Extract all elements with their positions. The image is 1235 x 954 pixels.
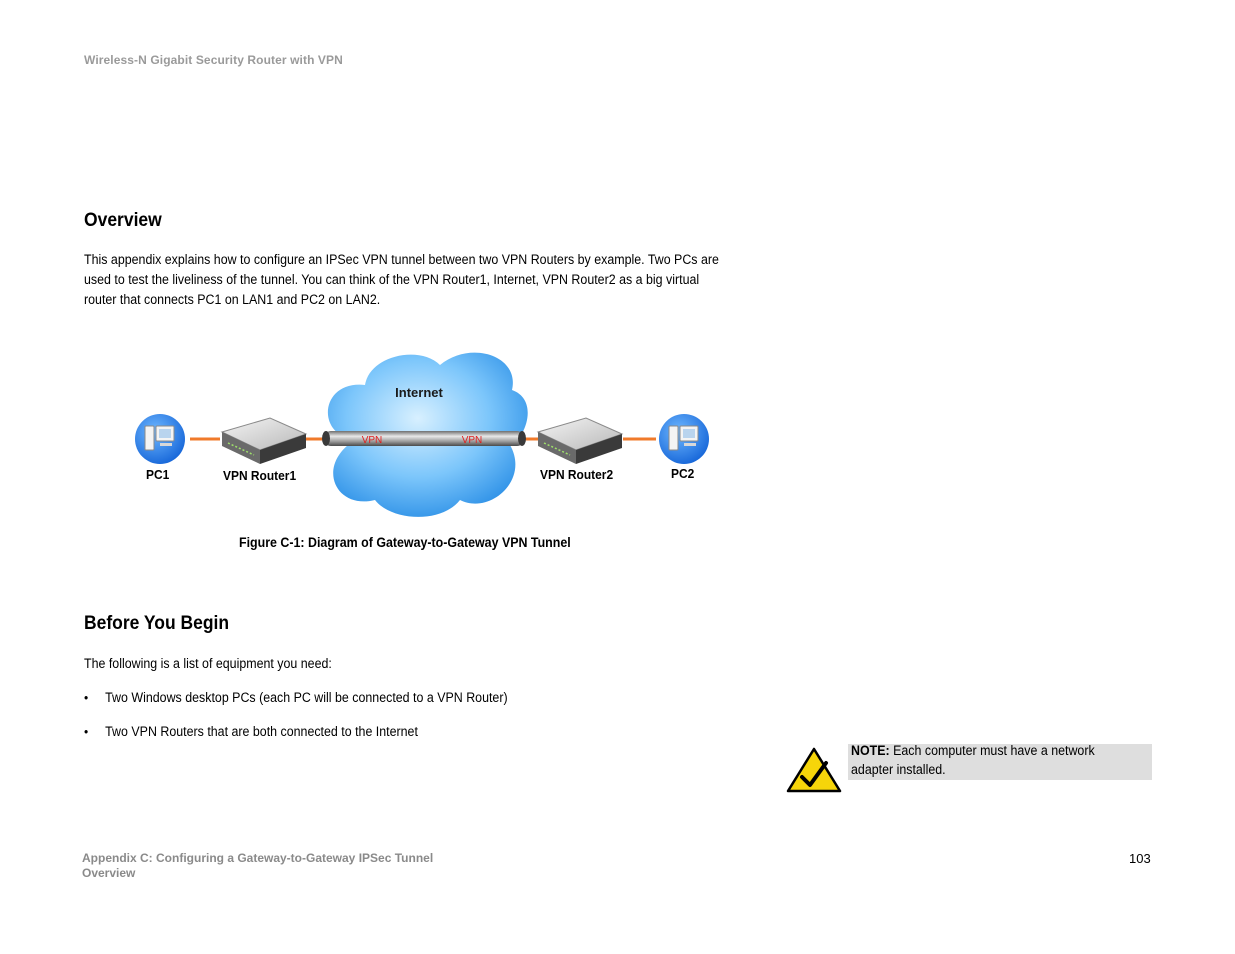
overview-paragraph	[84, 250, 728, 310]
page-number: 103	[1129, 851, 1151, 866]
overview-heading: Overview	[84, 210, 162, 231]
bullet-icon: •	[84, 724, 89, 739]
overview-line-2: used to test the liveliness of the tunnel. You can think of the VPN Router1, Internet, VPN Router2 as a big virtual	[84, 272, 700, 287]
vpn-router1-icon	[222, 418, 306, 464]
note-label: NOTE:	[851, 743, 890, 758]
list-item	[84, 722, 728, 742]
bullet-icon: •	[84, 690, 89, 705]
tunnel-label-right: VPN	[461, 435, 483, 446]
pc1-label: PC1	[146, 467, 170, 482]
footer-section: Overview	[82, 866, 136, 880]
overview-line-3: router that connects PC1 on LAN1 and PC2 on LAN2.	[84, 292, 381, 307]
pc2-label: PC2	[671, 466, 695, 481]
figure-caption: Figure C-1: Diagram of Gateway-to-Gateway VPN Tunnel	[239, 535, 571, 550]
bullet-text-2: Two VPN Routers that are both connected to the Internet	[105, 724, 418, 739]
note-text	[851, 741, 1127, 779]
overview-line-1: This appendix explains how to configure an IPSec VPN tunnel between two VPN Routers by example. Two PCs are	[84, 252, 719, 267]
footer-chapter: Appendix C: Configuring a Gateway-to-Gateway IPSec Tunnel	[82, 851, 434, 865]
vpn-router2-icon	[538, 418, 622, 464]
checkmark-warning-icon	[786, 747, 842, 793]
before-intro: The following is a list of equipment you need:	[84, 656, 332, 671]
pc1-icon	[135, 414, 185, 464]
pc2-icon	[659, 414, 709, 464]
router1-label: VPN Router1	[223, 468, 297, 483]
router2-label: VPN Router2	[540, 467, 614, 482]
tunnel-label-left: VPN	[361, 435, 383, 446]
list-item	[84, 688, 728, 708]
vpn-tunnel	[322, 431, 526, 446]
vpn-tunnel-diagram	[120, 340, 740, 530]
note-body: Each computer must have a network adapter installed.	[851, 743, 1095, 777]
running-header: Wireless-N Gigabit Security Router with VPN	[84, 53, 343, 67]
internet-label: Internet	[395, 385, 443, 400]
before-heading: Before You Begin	[84, 613, 230, 634]
bullet-text-1: Two Windows desktop PCs (each PC will be connected to a VPN Router)	[105, 690, 508, 705]
